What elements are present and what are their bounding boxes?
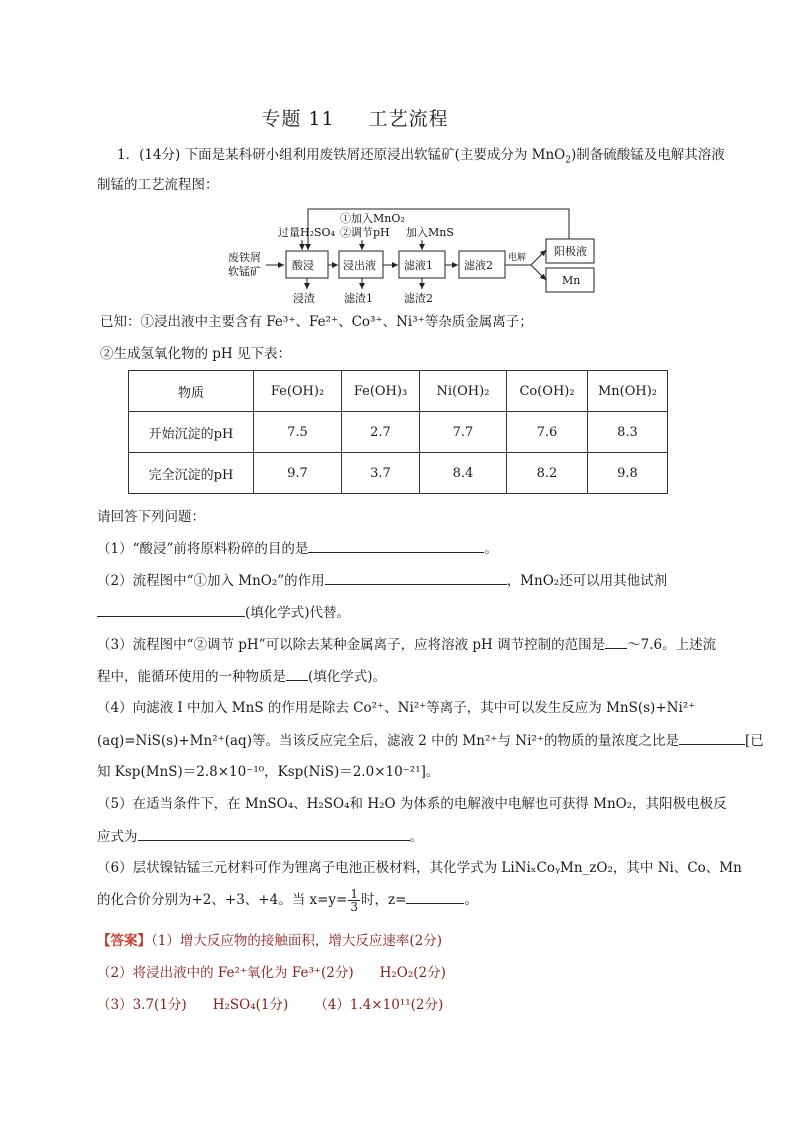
fraction-one-third: $\frac{1}{3}$ (350, 887, 358, 914)
reagent-ph: ②调节pH (340, 226, 390, 239)
question-part-4-cont: (aq)=NiS(s)+Mn²⁺(aq)等。当该反应完全后，滤液 2 中的 Mn²⁺与 Ni²⁺的物质的量浓度之比是 [已 (97, 733, 764, 749)
page-title: 专题 11 工艺流程 (261, 108, 449, 130)
svg-text:Mn: Mn (562, 274, 581, 287)
input-scrap-iron: 废铁屑 (228, 251, 261, 264)
svg-text:酸浸: 酸浸 (292, 259, 314, 272)
svg-text:滤液2: 滤液2 (464, 259, 493, 272)
answer-2: （2）将浸出液中的 Fe²⁺氧化为 Fe³⁺(2分) H₂O₂(2分) (97, 965, 446, 981)
question-1-line-2: 制锰的工艺流程图： (97, 177, 219, 193)
svg-text:阳极液: 阳极液 (554, 245, 587, 258)
output-leach-residue: 浸渣 (293, 292, 315, 305)
svg-text:电解: 电解 (508, 253, 527, 263)
question-1-line-1: 1．(14分) 下面是某科研小组利用废铁屑还原浸出软锰矿(主要成分为 MnO$_2$)制备硫酸锰及电解其溶液 (117, 147, 725, 166)
table-row: 完全沉淀的pH 9.7 3.7 8.4 8.2 9.8 (129, 453, 668, 494)
question-part-2-cont: (填化学式)代替。 (97, 603, 350, 622)
reagent-mno2: ①加入MnO₂ (340, 212, 405, 225)
table-row: 开始沉淀的pH 7.5 2.7 7.7 7.6 8.3 (129, 412, 668, 453)
prompt: 请回答下列问题： (97, 509, 205, 525)
ph-table (128, 370, 668, 494)
input-pyrolusite: 软锰矿 (228, 265, 261, 278)
question-part-5: （5）在适当条件下，在 MnSO₄、H₂SO₄和 H₂O 为体系的电解液中电解也可获得 MnO₂，其阳极电极反 (97, 796, 727, 812)
question-part-2: （2）流程图中“①加入 MnO₂”的作用 ，MnO₂还可以用其他试剂 (97, 573, 668, 589)
reagent-mns: 加入MnS (406, 226, 454, 239)
reagent-h2so4: 过量H₂SO₄ (278, 226, 335, 239)
question-part-3-cont: 程中，能循环使用的一种物质是 (填化学式)。 (97, 669, 387, 685)
answer-1: 【答案】（1）增大反应物的接触面积，增大反应速率(2分) (97, 933, 442, 949)
answer-3-4: （3）3.7(1分) H₂SO₄(1分) （4）1.4×10¹¹(2分) (97, 997, 444, 1013)
process-flow-diagram (226, 205, 598, 307)
question-part-1: （1）“酸浸”前将原料粉碎的目的是 。 (97, 541, 498, 557)
svg-text:滤液1: 滤液1 (404, 259, 433, 272)
output-residue-1: 滤渣1 (344, 292, 373, 305)
question-part-4-ksp: 知 Ksp(MnS)＝2.8×10⁻¹⁰，Ksp(NiS)＝2.0×10⁻²¹]。 (97, 764, 440, 780)
question-part-6: （6）层状镍钴锰三元材料可作为锂离子电池正极材料，其化学式为 LiNiₓCoᵧMn_zO₂，其中 Ni、Co、Mn (97, 860, 742, 876)
output-residue-2: 滤渣2 (404, 292, 433, 305)
question-part-4: （4）向滤液 I 中加入 MnS 的作用是除去 Co²⁺、Ni²⁺等离子，其中可以发生反应为 MnS(s)+Ni²⁺ (97, 700, 696, 716)
question-part-6-cont: 的化合价分别为+2、+3、+4。当 x=y= $\frac{1}{3}$ 时，z= 。 (97, 887, 478, 914)
svg-text:浸出液: 浸出液 (343, 259, 376, 272)
table-header-row: 物质 Fe(OH)₂ Fe(OH)₃ Ni(OH)₂ Co(OH)₂ Mn(OH)₂ (129, 371, 668, 412)
question-part-3: （3）流程图中“②调节 pH”可以除去某种金属离子，应将溶液 pH 调节控制的范围是 ～7.6。上述流 (97, 637, 717, 653)
known-1: 已知：①浸出液中主要含有 Fe³⁺、Fe²⁺、Co³⁺、Ni³⁺等杂质金属离子； (100, 314, 533, 330)
known-2: ②生成氢氧化物的 pH 见下表： (100, 346, 291, 362)
question-part-5-cont: 应式为 。 (97, 829, 423, 845)
